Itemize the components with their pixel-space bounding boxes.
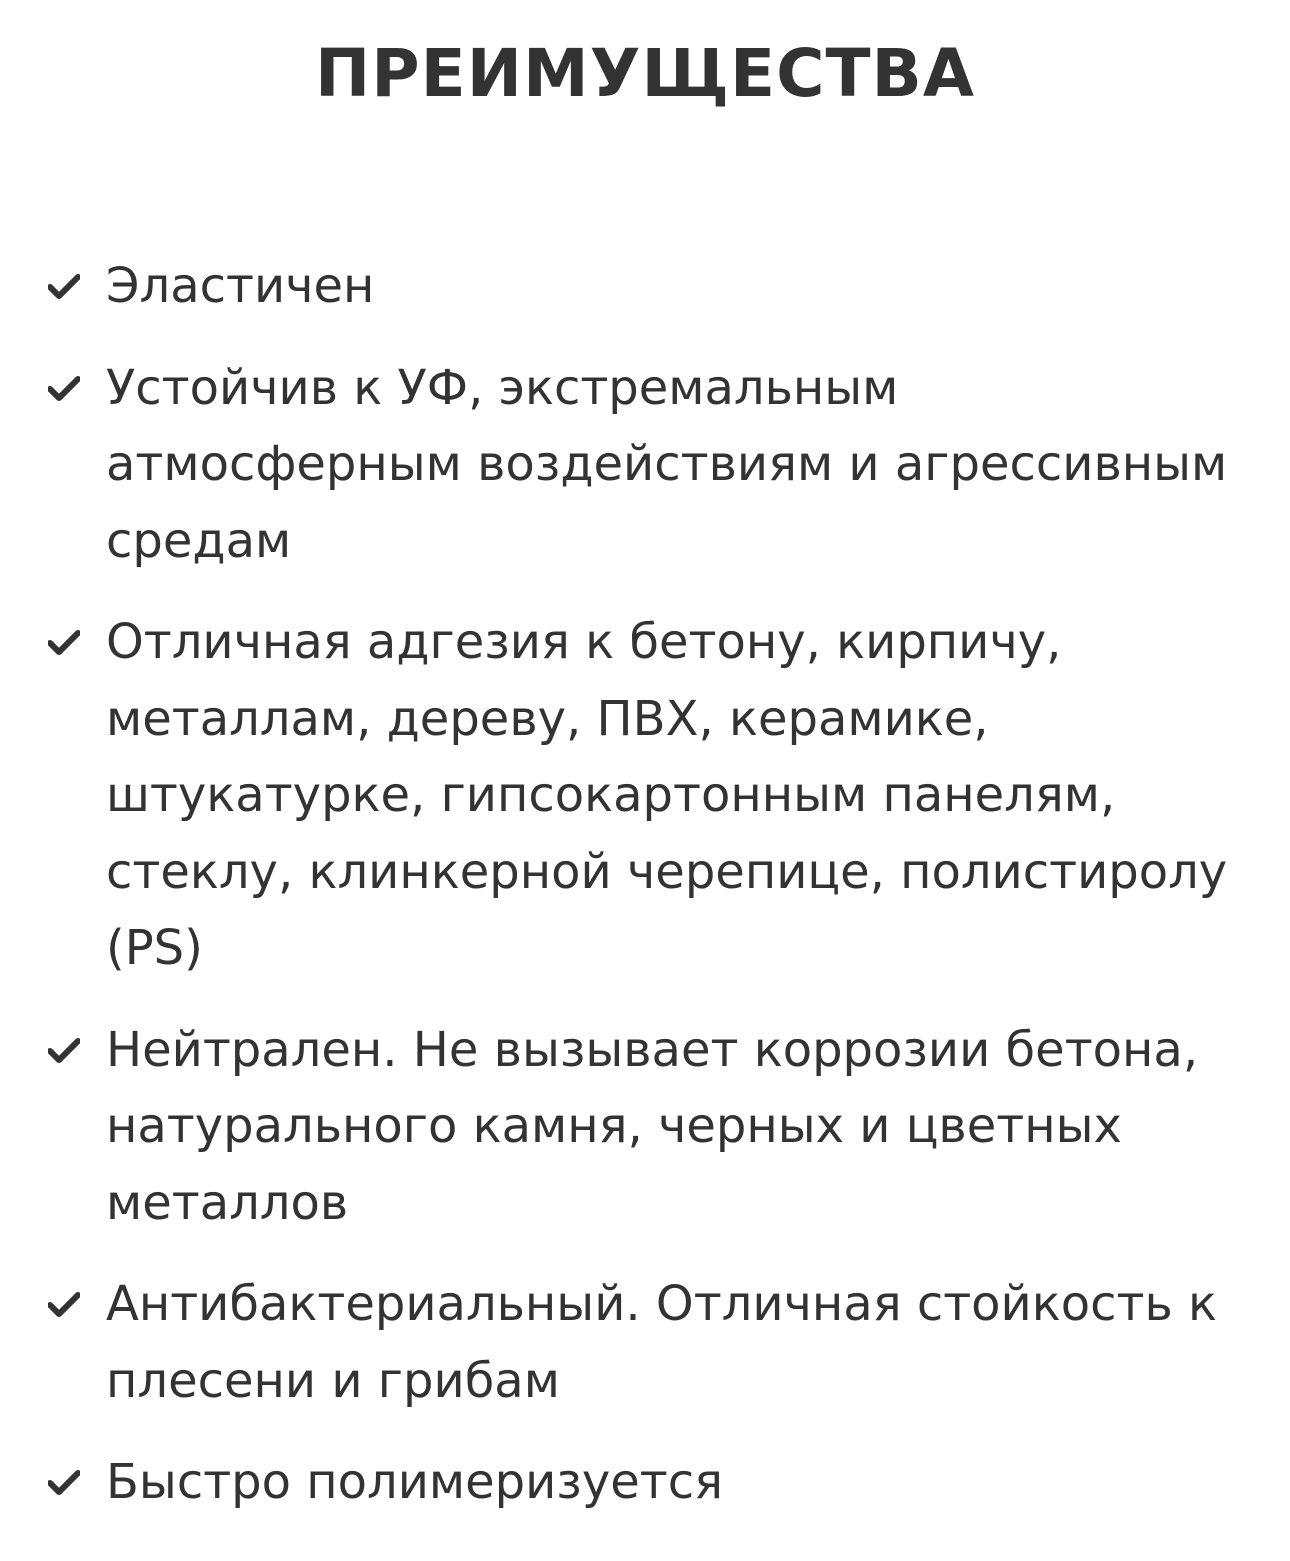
- list-item-text: Эластичен: [106, 258, 375, 314]
- advantages-list: [48, 248, 1260, 1546]
- list-item: [48, 248, 1260, 325]
- check-icon: [48, 273, 80, 299]
- check-icon: [48, 629, 80, 655]
- list-item-text: Быстро полимеризуется: [106, 1454, 723, 1510]
- check-icon: [48, 1037, 80, 1063]
- list-item: [48, 1266, 1260, 1419]
- check-icon: [48, 1291, 80, 1317]
- list-item-text: Антибактериальный. Отличная стойкость к плесени и грибам: [106, 1276, 1217, 1409]
- list-item: [48, 1444, 1260, 1521]
- list-item-text: Нейтрален. Не вызывает коррозии бетона, натурального камня, черных и цветных металлов: [106, 1021, 1199, 1231]
- check-icon: [48, 1469, 80, 1495]
- page-title: ПРЕИМУЩЕСТВА: [315, 35, 975, 112]
- list-item-text: Устойчив к УФ, экстремальным атмосферным воздействиям и агрессивным средам: [106, 359, 1228, 569]
- list-item-text: Отличная адгезия к бетону, кирпичу, металлам, дереву, ПВХ, керамике, штукатурке, гипсокартонным панелям, стеклу, клинкерной черепице, полистиролу (PS): [106, 614, 1228, 976]
- list-item: [48, 1012, 1260, 1242]
- list-item: [48, 350, 1260, 580]
- list-item: [48, 604, 1260, 987]
- check-icon: [48, 375, 80, 401]
